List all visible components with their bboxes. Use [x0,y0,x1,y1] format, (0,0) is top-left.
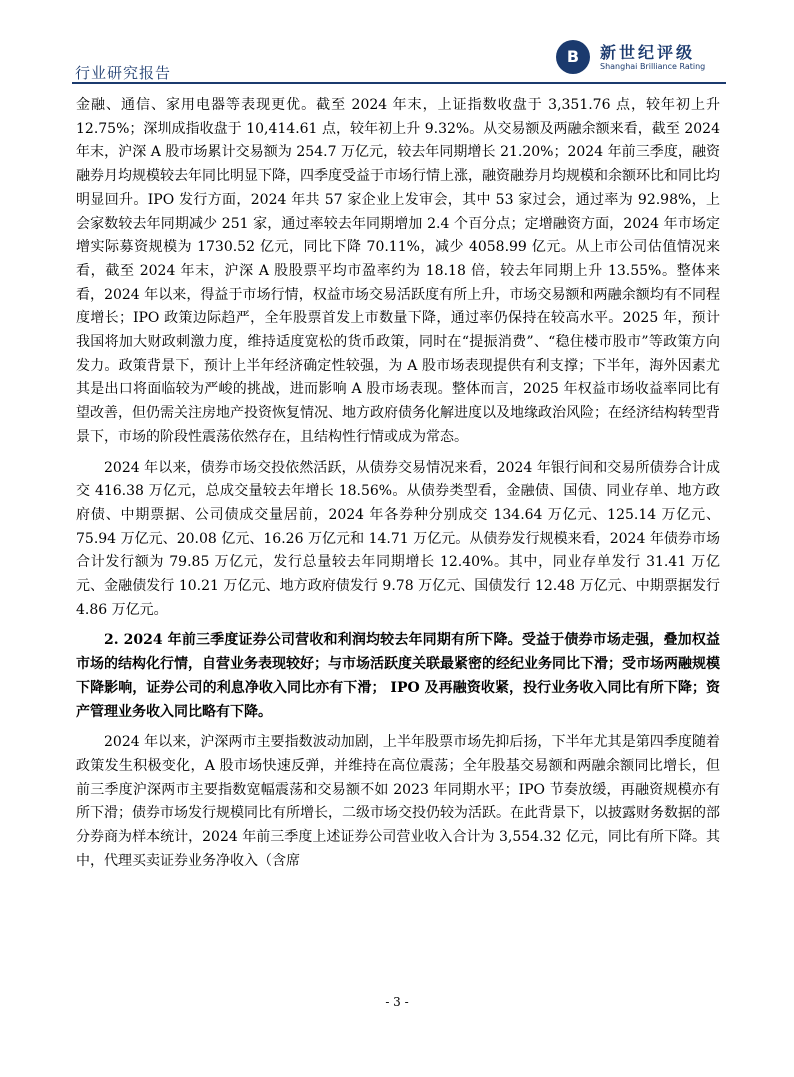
paragraph-bond-market: 2024 年以来，债券市场交投依然活跃，从债券交易情况来看，2024 年银行间和交易所债券合计成交 416.38 万亿元，总成交量较去年增长 18.56%。从债券类型看，金融债、国债、同业存单、地方政府债、中期票据、公司债成交量居前，2024 年各券种分别成交 134.64 万亿元、125.14 万亿元、75.94 万亿元、20.08 亿元、16.26 万亿元和 14.71 万亿元。从债券发行规模来看，2024 年债券市场合计发行额为 79.85 万亿元，发行总量较去年同期增长 12.40%。其中，同业存单发行 31.41 万亿元、金融债发行 10.21 万亿元、地方政府债发行 9.78 万亿元、国债发行 12.48 万亿元、中期票据发行 4.86 万亿元。 [76,459,720,618]
page-header [72,32,726,82]
logo-chinese-name: 新世纪评级 [600,43,696,62]
company-logo [556,40,726,76]
logo-emblem-icon: B [556,40,590,74]
paragraph-securities-revenue: 2024 年以来，沪深两市主要指数波动加剧，上半年股票市场先抑后扬，下半年尤其是第四季度随着政策发生积极变化，A 股市场快速反弹，并维持在高位震荡；全年股基交易额和两融余额同比增长，但前三季度沪深两市主要指数宽幅震荡和交易额不如 2023 年同期水平；IPO 节奏放缓，再融资规模亦有所下滑；债券市场发行规模同比有所增长，二级市场交投仍较为活跃。在此背景下，以披露财务数据的部分券商为样本统计，2024 年前三季度上述证券公司营业收入合计为 3,554.32 亿元，同比有所下降。其中，代理买卖证券业务净收入（含席 [76,734,720,869]
report-type-title: 行业研究报告 [75,64,172,82]
page-number: - 3 - [385,995,409,1009]
paragraph-equity-market: 金融、通信、家用电器等表现更优。截至 2024 年末，上证指数收盘于 3,351.76 点，较年初上升 12.75%；深圳成指收盘于 10,414.61 点，较年初上升 9.32%。从交易额及两融余额来看，截至 2024 年末，沪深 A 股市场累计交易额为 254.7 万亿元，较去年同期增长 21.20%；2024 年前三季度，融资融券月均规模较去年同比明显下降，四季度受益于市场行情上涨，融资融券月均规模和余额环比和同比均明显回升。IPO 发行方面，2024 年共 57 家企业上发审会，其中 53 家过会，通过率为 92.98%，上会家数较去年同期减少 251 家，通过率较去年同期增加 2.4 个百分点；定增融资方面，2024 年市场定增实际募资规模为 1730.52 亿元，同比下降 70.11%，减少 4058.99 亿元。从上市公司估值情况来看，截至 2024 年末，沪深 A 股股票平均市盈率约为 18.18 倍，较去年同期上升 13.55%。整体来看，2024 年以来，得益于市场行情，权益市场交易活跃度有所上升，市场交易额和两融余额均有不同程度增长；IPO 政策边际趋严，全年股票首发上市数量下降，通过率仍保持在较高水平。2025 年，预计我国将加大财政刺激力度，维持适度宽松的货币政策，同时在“提振消费”、“稳住楼市股市”等政策方向发力。政策背景下，预计上半年经济确定性较强，为 A 股市场表现提供有利支撑；下半年，海外因素尤其是出口将面临较为严峻的挑战，进而影响 A 股市场表现。整体而言，2025 年权益市场收益率同比有望改善，但仍需关注房地产投资恢复情况、地方政府债务化解进度以及地缘政治风险；在经济结构转型背景下，市场的阶段性震荡依然存在，且结构性行情或成为常态。 [76,97,720,445]
document-body [76,94,720,881]
header-divider [72,82,726,84]
logo-english-name: Shanghai Brilliance Rating [600,62,706,71]
section-heading-securities-revenue: 2. 2024 年前三季度证券公司营收和利润均较去年同期有所下降。受益于债券市场走强，叠加权益市场的结构化行情，自营业务表现较好；与市场活跃度关联最紧密的经纪业务同比下滑；受市场两融规模下降影响，证券公司的利息净收入同比亦有下滑； IPO 及再融资收紧，投行业务收入同比有所下降；资产管理业务收入同比略有下降。 [76,632,720,720]
